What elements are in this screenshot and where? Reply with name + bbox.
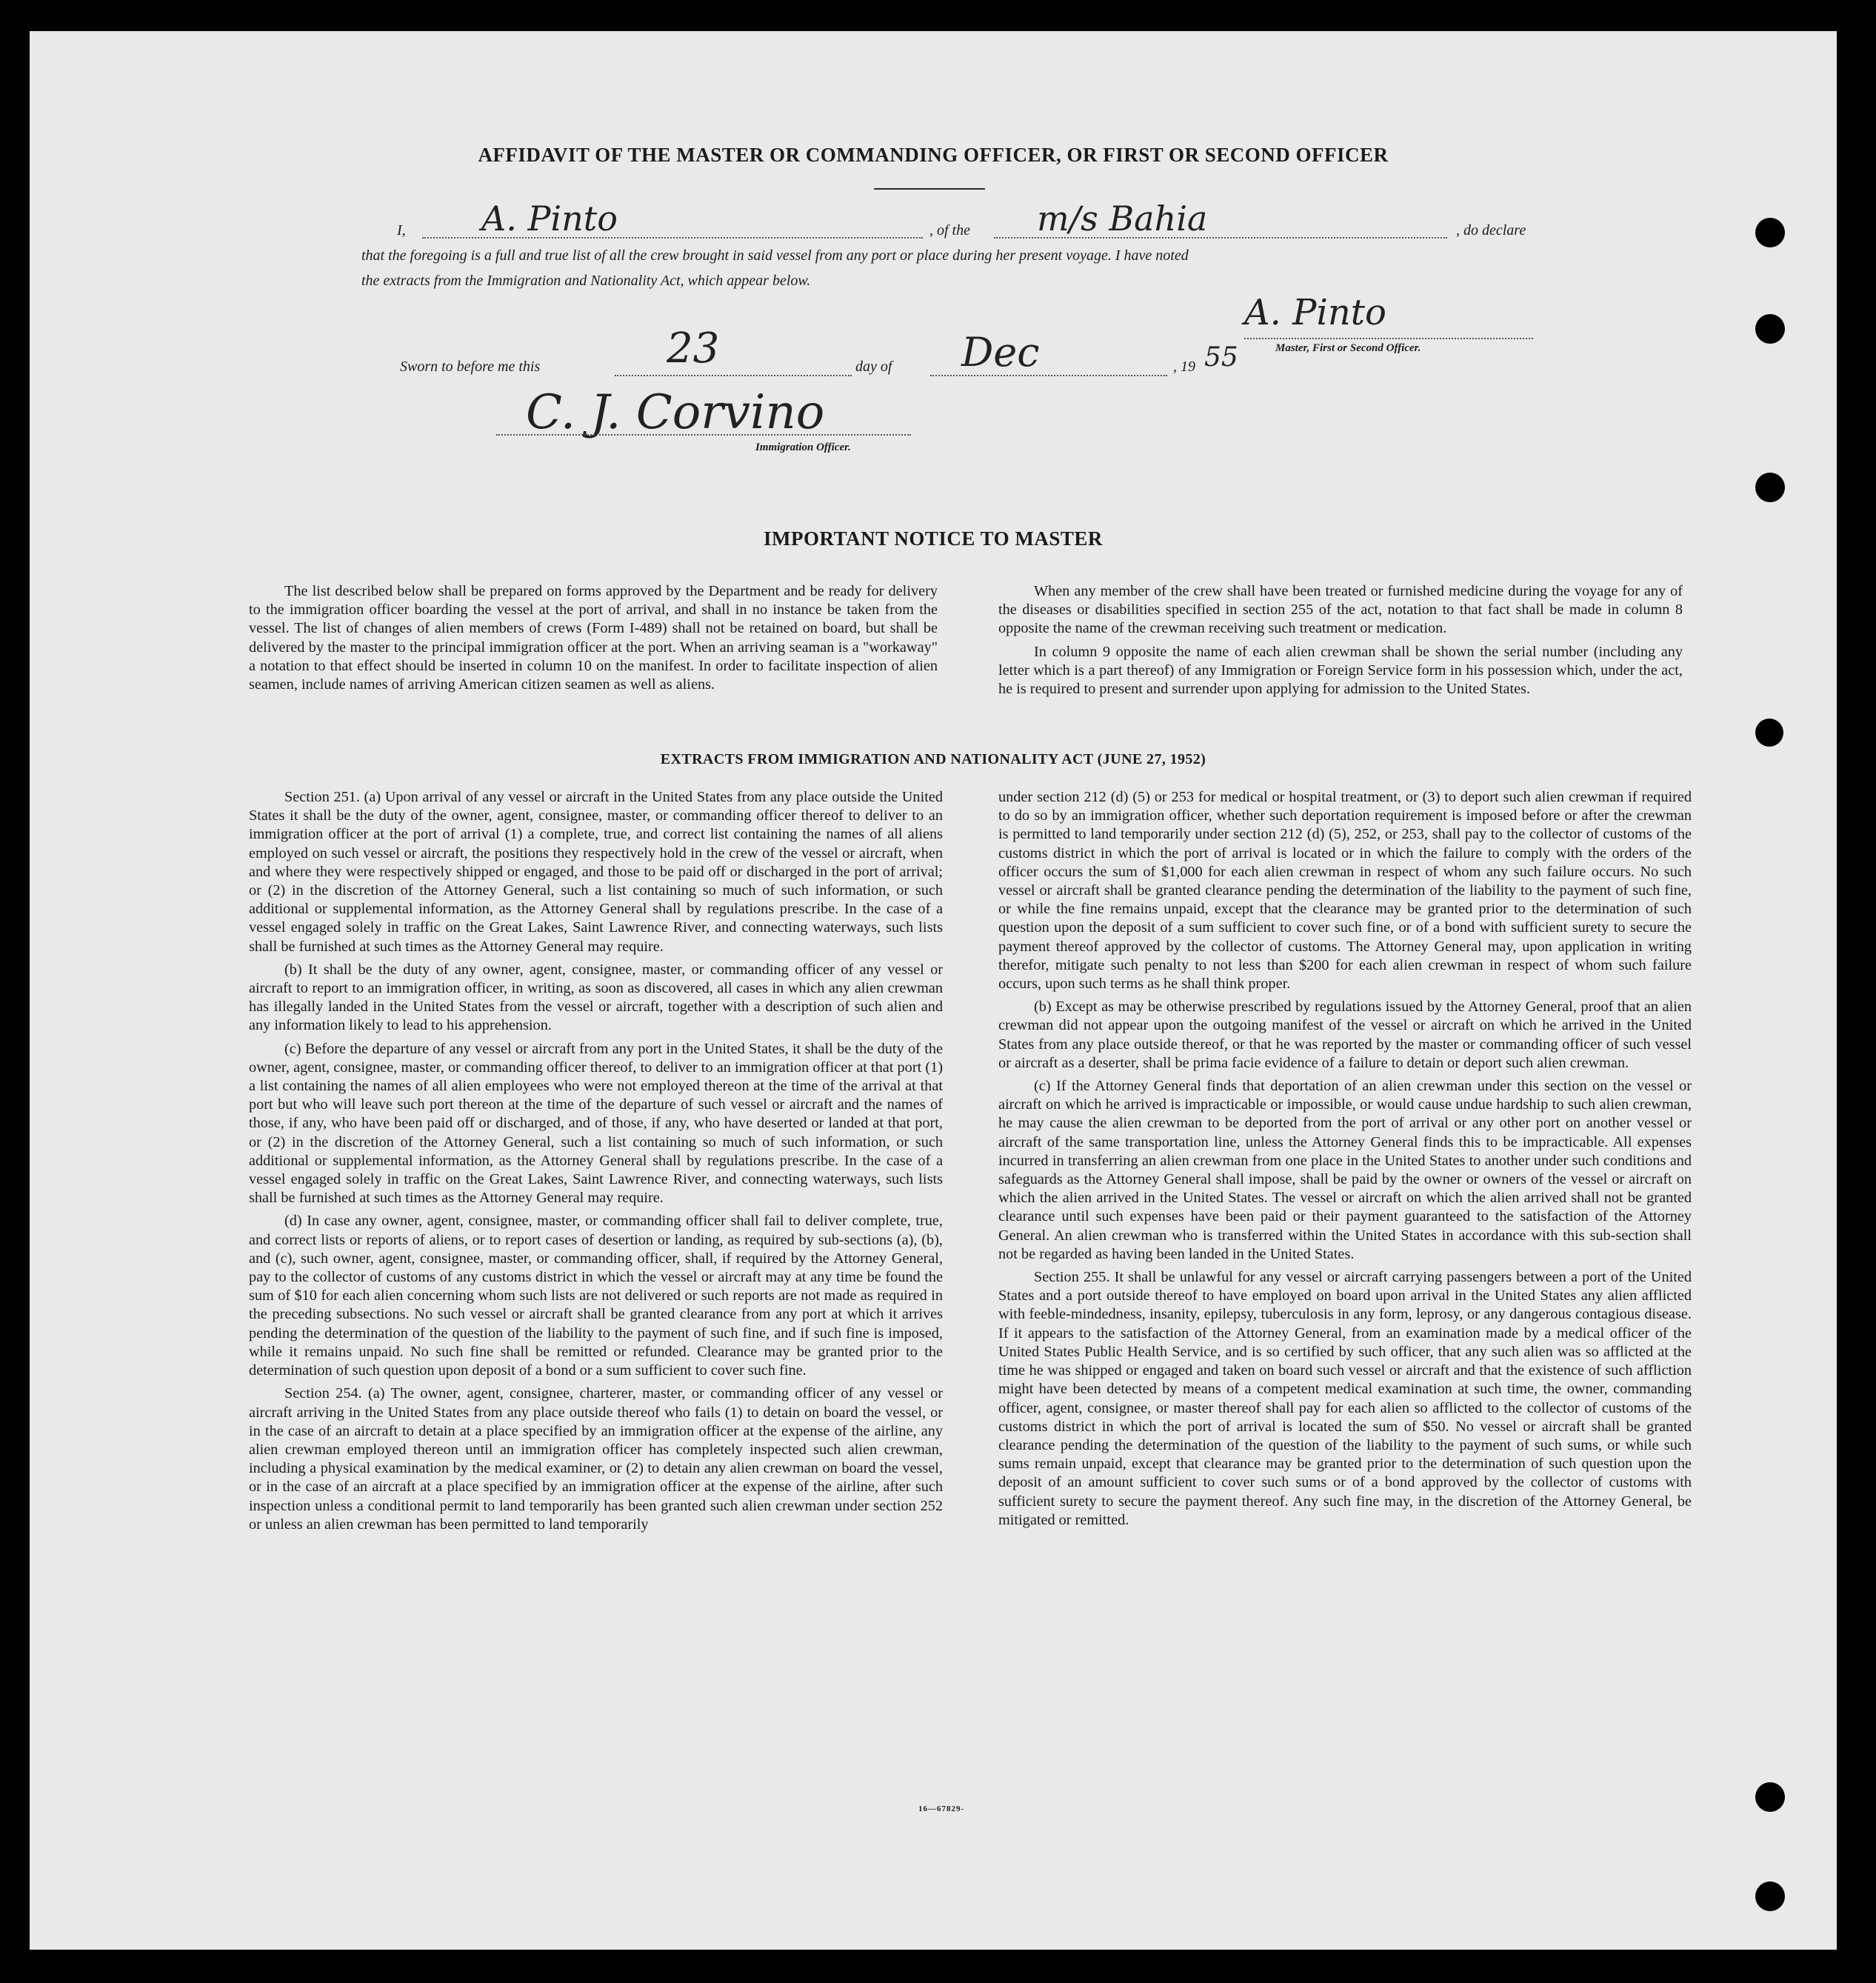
section-255: Section 255. It shall be unlawful for any vessel or aircraft carrying passengers between a port of the United States and a port outside thereof to have employed on board upon arrival in the United States any alien afflicted with feeble-mindedness, insanity, epilepsy, tuberculosis in any form, leprosy, or any dangerous contagious disease. If it appears to the satisfaction of the Attorney General, from an examination made by a medical officer of the United States Public Health Service, and is so certified by such officer, that any such alien was so afflicted at the time he was shipped or engaged and taken on board such vessel or aircraft and that the existence of such affliction might have been detected by means of a competent medical examination at such time, the owner, commanding officer, agent, consignee, or master thereof shall pay for each alien so afflicted to the collector of customs of the customs district in which the port of arrival is located the sum of $50. No vessel or aircraft shall be granted clearance pending the determination of the question of the liability to the payment of such sums, or while such sums remain unpaid, except that clearance may be granted prior to the determination of such question upon the deposit of an amount sufficient to cover such sums or of a bond approved by the collector of customs with sufficient surety to secure the payment thereof. Any such fine may, in the discretion of the Attorney General, be mitigated or remitted. — [998, 1269, 1692, 1528]
of-the-label: , of the — [929, 222, 970, 239]
vessel-name-handwriting: m/s Bahia — [1037, 199, 1208, 239]
title-rule — [874, 188, 985, 190]
sworn-label: Sworn to before me this — [400, 359, 541, 375]
section-254b: (b) Except as may be otherwise prescribed by regulations issued by the Attorney General, proof that an alien crewman did not appear upon the outgoing manifest of the vessel or aircraft on which he arrived in the United States from any place outside thereof, or that he was reported by the master or commanding officer of such vessel or aircraft as a deserter, shall be prima facie evidence of a failure to detain or deport such alien crewman. — [998, 999, 1692, 1071]
do-declare-label: , do declare — [1456, 222, 1526, 239]
day-number-handwriting: 23 — [667, 324, 720, 373]
document-page — [30, 31, 1837, 1950]
extracts-right-column — [998, 788, 1692, 1530]
punch-hole — [1755, 1882, 1785, 1911]
notice-left-column — [249, 582, 938, 694]
section-251a: Section 251. (a) Upon arrival of any vessel or aircraft in the United States from any place outside the United States it shall be the duty of the owner, agent, consignee, master, or commanding officer thereof to deliver to an immigration officer at the port of arrival (1) a complete, true, and correct list containing the names of all aliens employed on such vessel or aircraft, the positions they respectively hold in the crew of the vessel or aircraft, when and where they were respectively shipped or engaged, and those to be paid off or discharged in the port of arrival; or (2) in the discretion of the Attorney General, such a list containing so much of such information, or such additional or supplemental information, as the Attorney General shall by regulations prescribe. In the case of a vessel engaged solely in traffic on the Great Lakes, Saint Lawrence River, and connecting waterways, such lists shall be furnished at such times as the Attorney General may require. — [249, 789, 943, 955]
notice-paragraph: In column 9 opposite the name of each alien crewman shall be shown the serial number (including any letter which is a part thereof) of any Immigration or Foreign Service form in his possession which, under the act, he is required to present and surrender upon applying for admission to the United States. — [998, 643, 1683, 698]
immigration-officer-signature: C. J. Corvino — [526, 385, 825, 440]
master-signature: A. Pinto — [1244, 292, 1386, 333]
day-of-label: day of — [855, 359, 892, 375]
section-254c: (c) If the Attorney General finds that deportation of an alien crewman under this section on the vessel or aircraft on which he arrived is impracticable or impossible, or would cause undue hardship to such alien crewman, he may cause the alien crewman to be deported from the port of arrival or any other port on another vessel or aircraft of the same transportation line, unless the Attorney General finds this to be impracticable. All expenses incurred in transferring an alien crewman from one place in the United States to another under such conditions and safeguards as the Attorney General shall impose, shall be paid by the owner or owners of the vessel or aircraft on which the alien arrived in the United States. The vessel or aircraft on which the alien arrived shall not be granted clearance until such expenses have been paid or their payment guaranteed to the satisfaction of the Attorney General. An alien crewman who is transferred within the United States in accordance with this sub-section shall not be regarded as having been landed in the United States. — [998, 1078, 1692, 1262]
master-signature-caption: Master, First or Second Officer. — [1275, 342, 1421, 354]
section-251c: (c) Before the departure of any vessel or aircraft from any port in the United States, it shall be the duty of the owner, agent, consignee, master, or commanding officer thereof, to deliver to an immigration officer at that port (1) a list containing the names of all alien employees who were not employed thereon at the time of the arrival at that port but who will leave such port thereon at the time of the departure of such vessel or aircraft and the names of those, if any, who have been paid off or discharged, and of those, if any, who have deserted or landed at that port, or (2) in the discretion of the Attorney General, such a list containing so much of such information, or such additional or supplemental information, as the Attorney General shall by regulations prescribe. In the case of a vessel engaged solely in traffic on the Great Lakes, Saint Lawrence River, and connecting waterways, such lists shall be furnished at such times as the Attorney General may require. — [249, 1040, 943, 1207]
day-number-field — [615, 373, 852, 376]
year-prefix-label: , 19 — [1173, 359, 1195, 375]
punch-hole — [1755, 218, 1785, 247]
extracts-title: EXTRACTS FROM IMMIGRATION AND NATIONALITY ACT (JUNE 27, 1952) — [660, 751, 1206, 767]
month-handwriting: Dec — [961, 329, 1040, 376]
punch-hole — [1755, 719, 1783, 747]
immigration-officer-line — [496, 433, 911, 436]
punch-hole — [1755, 473, 1785, 502]
punch-hole — [1755, 314, 1785, 344]
master-name-signature: A. Pinto — [481, 199, 618, 239]
notice-right-column — [998, 582, 1683, 699]
section-251b: (b) It shall be the duty of any owner, agent, consignee, master, or commanding officer of any vessel or aircraft to report to an immigration officer, in writing, as soon as discovered, all cases in which any alien crewman has illegally landed in the United States from the vessel or aircraft, together with a description of such alien and any information likely to lead to his apprehension. — [249, 961, 943, 1034]
section-254a: Section 254. (a) The owner, agent, consignee, charterer, master, or commanding officer of any vessel or aircraft arriving in the United States from any place outside thereof who fails (1) to detain on board the vessel, or in the case of an aircraft to detain at a place specified by an immigration officer at the expense of the airline, any alien crewman employed thereon until an immigration officer has completely inspected such alien crewman, including a physical examination by the medical examiner, or (2) to detain any alien crewman on board the vessel, or in the case of an aircraft at a place specified by an immigration officer at the expense of the airline, after such inspection unless a conditional permit to land temporarily has been granted such alien crewman under section 252 or unless an alien crewman has been permitted to land temporarily — [249, 1385, 943, 1533]
form-print-code: 16—67829- — [918, 1804, 965, 1813]
section-251d: (d) In case any owner, agent, consignee, master, or commanding officer shall fail to deliver complete, true, and correct lists or reports of aliens, or to report cases of desertion or landing, as required by sub-sections (a), (b), and (c), such owner, agent, consignee, master, or commanding officer, shall, if required by the Attorney General, pay to the collector of customs of any customs district in which the vessel or aircraft may at any time be found the sum of $10 for each alien concerning whom such lists are not delivered or such reports are not made as required in the preceding subsections. No such vessel or aircraft shall be granted clearance from any port at which it arrives pending the determination of the question of the liability to the payment of such fine, and if such fine is imposed, while it remains unpaid. No such fine shall be remitted or refunded. Clearance may be granted prior to the determination of such question upon deposit of a bond or a sum sufficient to cover such fine. — [249, 1213, 943, 1379]
notice-paragraph: When any member of the crew shall have been treated or furnished medicine during the voyage for any of the diseases or disabilities specified in section 255 of the act, notation to that fact shall be made in column 8 opposite the name of the crewman receiving such treatment or medication. — [998, 583, 1683, 637]
year-suffix-handwriting: 55 — [1204, 342, 1238, 373]
notice-paragraph: The list described below shall be prepared on forms approved by the Department and be ready for delivery to the immigration officer boarding the vessel at the port of arrival, and shall in no instance be taken from the vessel. The list of changes of alien members of crews (Form I-489) shall not be retained on board, but shall be delivered by the master to the principal immigration officer at the port. When an arriving seaman is a "workaway" a notation to that effect should be inserted in column 10 on the manifest. In order to facilitate inspection of alien seamen, include names of arriving American citizen seamen as well as aliens. — [249, 583, 938, 693]
declare-i-label: I, — [397, 222, 406, 239]
punch-hole — [1755, 1782, 1785, 1812]
declaration-line-3: the extracts from the Immigration and Nationality Act, which appear below. — [361, 273, 811, 289]
declaration-line-2: that the foregoing is a full and true list of all the crew brought in said vessel from any port or place during her present voyage. I have noted — [361, 247, 1189, 264]
section-254a-continued: under section 212 (d) (5) or 253 for medical or hospital treatment, or (3) to deport such alien crewman if required to do so by an immigration officer, whether such deportation requirement is imposed before or after the crewman is permitted to land temporarily under section 212 (d) (5), 252, or 253, shall pay to the collector of customs of the customs district in which the port of arrival is located or in which the failure to comply with the orders of the officer occurs the sum of $1,000 for each alien crewman in respect of whom any such failure occurs. No such vessel or aircraft shall be granted clearance pending the determination of the liability to the payment of such fine, or while the fine remains unpaid, except that the clearance may be granted prior to the determination of such question upon the deposit of a sum sufficient to cover such fine, or of a bond with sufficient surety to secure the payment thereof approved by the collector of customs. The Attorney General may, upon application in writing therefor, mitigate such penalty to not less than $200 for each alien crewman in respect of whom such failure occurs, upon such terms as he shall think proper. — [998, 789, 1692, 993]
affidavit-title: AFFIDAVIT OF THE MASTER OR COMMANDING OFFICER, OR FIRST OR SECOND OFFICER — [478, 144, 1389, 166]
immigration-officer-caption: Immigration Officer. — [755, 441, 851, 453]
notice-title: IMPORTANT NOTICE TO MASTER — [764, 527, 1103, 550]
extracts-left-column — [249, 788, 943, 1534]
master-signature-line — [1244, 336, 1533, 339]
